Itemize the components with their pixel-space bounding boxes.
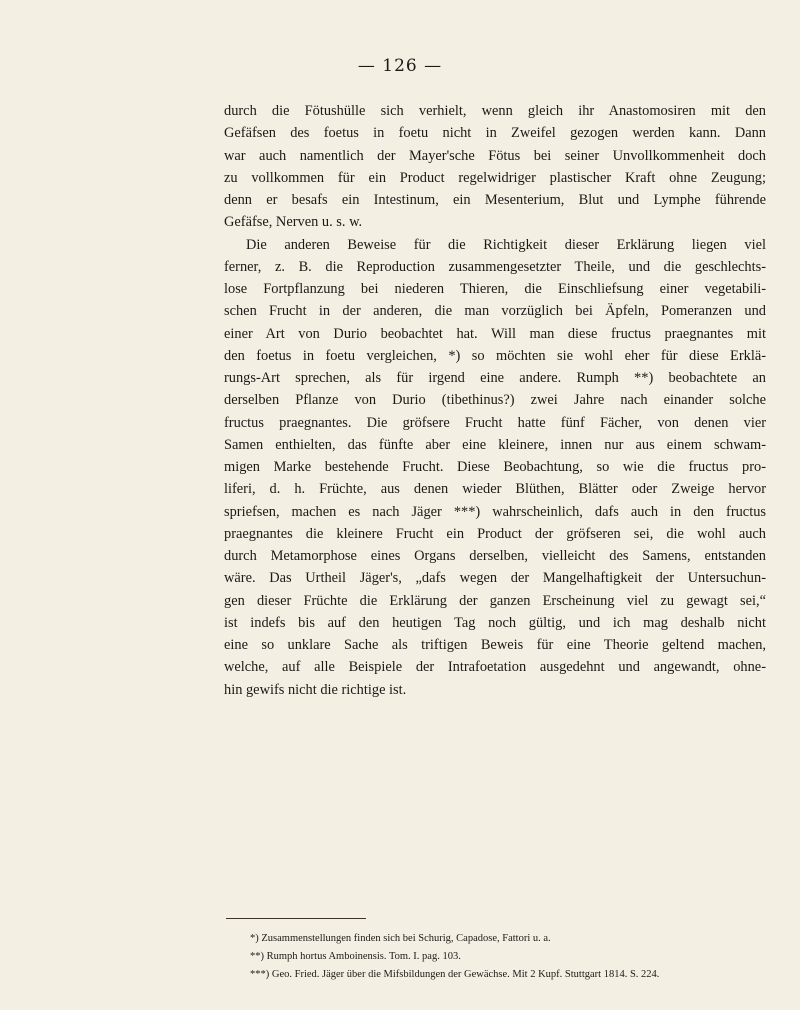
paragraph-2 (224, 234, 766, 701)
text-line: Gefäfse, Nerven u. s. w. (224, 214, 363, 231)
text-line: hin gewifs nicht die richtige ist. (224, 681, 407, 698)
text-line: spriefsen, machen es nach Jäger ***) wahrscheinlich, dafs auch in den fructus (224, 503, 766, 520)
text-line: migen Marke bestehende Frucht. Diese Beobachtung, so wie die fructus pro- (224, 459, 766, 475)
footnote-divider (226, 918, 366, 919)
text-line: ferner, z. B. die Reproduction zusammengesetzter Theile, und die geschlechts- (224, 258, 766, 275)
paragraph-1 (224, 100, 766, 234)
text-line: lose Fortpflanzung bei niederen Thieren, die Einschliefsung einer vegetabili- (224, 281, 766, 297)
text-line: Gefäfsen des foetus in foetu nicht in Zweifel gezogen werden kann. Dann (224, 125, 766, 142)
text-line: einer Art von Durio beobachtet hat. Will man diese fructus praegnantes mit (224, 325, 766, 342)
text-line: gen dieser Früchte die Erklärung der ganzen Erscheinung viel zu gewagt sei,“ (224, 592, 766, 609)
text-line: liferi, d. h. Früchte, aus denen wieder Blüthen, Blätter oder Zweige hervor (224, 481, 766, 498)
text-line: Samen enthielten, das fünfte aber eine kleinere, innen nur aus einem schwam- (224, 436, 766, 453)
text-line: eine so unklare Sache als triftigen Beweis für eine Theorie geltend machen, (224, 637, 766, 653)
text-line: war auch namentlich der Mayer'sche Fötus bei seiner Unvollkommenheit doch (224, 147, 766, 164)
footnote: **) Rumph hortus Amboinensis. Tom. I. pag. 103. (250, 951, 461, 962)
footnote: ***) Geo. Fried. Jäger über die Mifsbildungen der Gewächse. Mit 2 Kupf. Stuttgart 1814. S. 224. (250, 969, 660, 980)
text-line: denn er besafs ein Intestinum, ein Mesenterium, Blut und Lymphe führende (224, 192, 766, 208)
text-line: schen Frucht in der anderen, die man vorzüglich bei Äpfeln, Pomeranzen und (224, 303, 766, 320)
text-line: durch Metamorphose eines Organs derselben, vielleicht des Samens, entstanden (224, 548, 766, 564)
text-line: Die anderen Beweise für die Richtigkeit dieser Erklärung liegen viel (246, 236, 766, 253)
text-line: derselben Pflanze von Durio (tibethinus?) zwei Jahre nach einander solche (224, 392, 766, 409)
text-line: rungs-Art sprechen, als für irgend eine andere. Rumph **) beobachtete an (224, 370, 766, 386)
text-line: den foetus in foetu vergleichen, *) so möchten sie wohl eher für diese Erklä- (224, 347, 766, 364)
text-line: praegnantes die kleinere Frucht ein Product der gröfseren sei, die wohl auch (224, 525, 766, 542)
text-line: fructus praegnantes. Die gröfsere Frucht hatte fünf Fächer, von denen vier (224, 414, 766, 431)
text-line: welche, auf alle Beispiele der Intrafoetation ausgedehnt und angewandt, ohne- (224, 659, 766, 676)
footnote: *) Zusammenstellungen finden sich bei Schurig, Capadose, Fattori u. a. (250, 933, 551, 944)
footnotes (250, 930, 770, 984)
main-text (224, 100, 766, 701)
page-number: — 126 — (357, 56, 443, 76)
text-line: wäre. Das Urtheil Jäger's, „dafs wegen der Mangelhaftigkeit der Untersuchun- (224, 570, 766, 587)
text-line: ist indefs bis auf den heutigen Tag noch gültig, und ich mag deshalb nicht (224, 614, 766, 631)
text-line: zu vollkommen für ein Product regelwidriger plastischer Kraft ohne Zeugung; (224, 169, 766, 186)
text-line: durch die Fötushülle sich verhielt, wenn gleich ihr Anastomosiren mit den (224, 103, 766, 119)
